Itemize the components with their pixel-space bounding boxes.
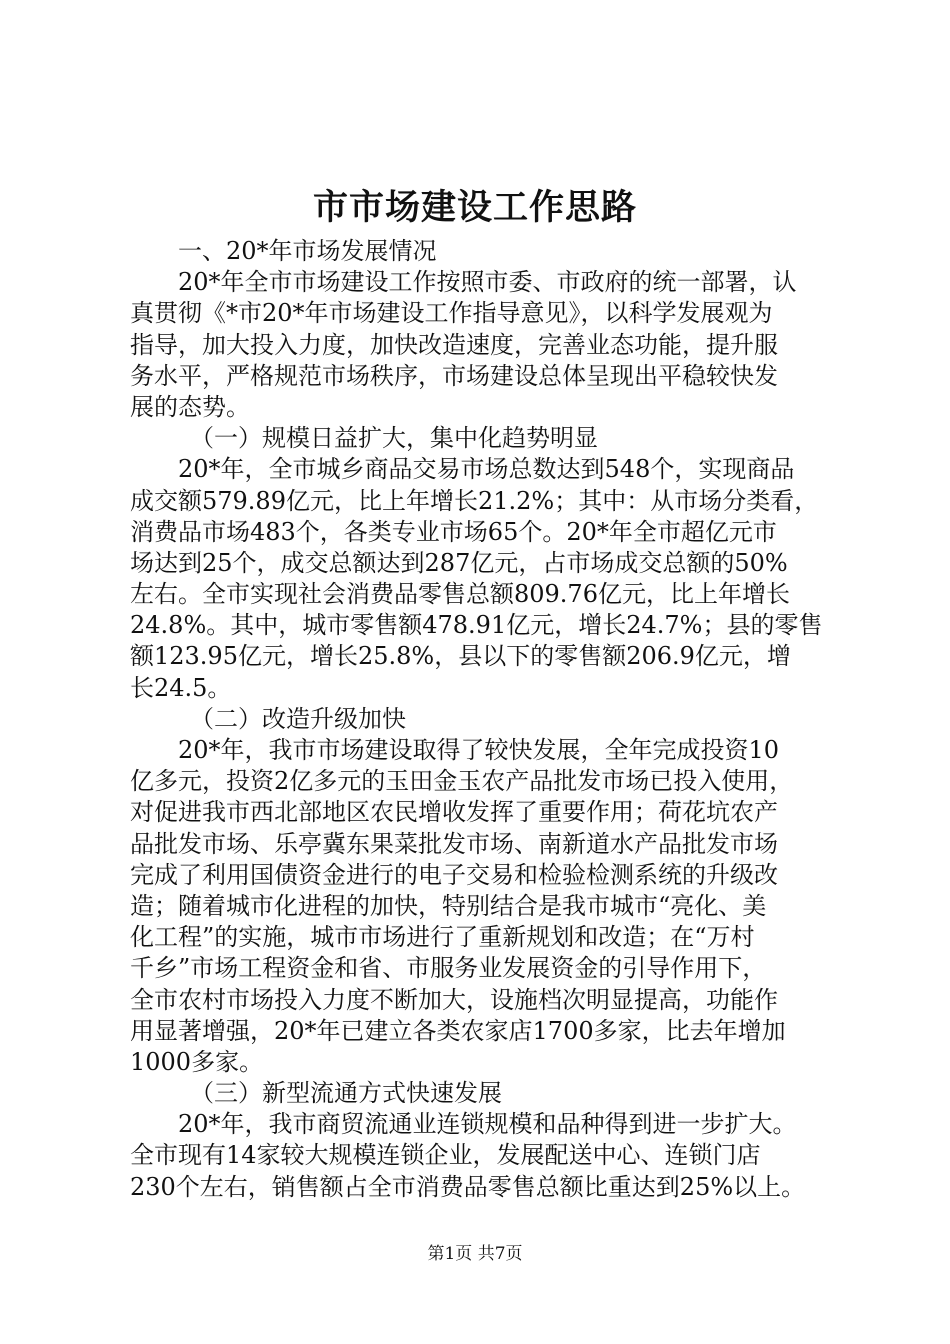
text-line: 长24.5。 xyxy=(130,673,232,702)
text-line: 场达到25个，成交总额达到287亿元，占市场成交总额的50% xyxy=(130,548,788,577)
text-line: 230个左右，销售额占全市消费品零售总额比重达到25%以上。 xyxy=(130,1172,806,1201)
page-footer: 第1页 共7页 xyxy=(427,1244,523,1264)
text-line: 务水平，严格规范市场秩序，市场建设总体呈现出平稳较快发 xyxy=(130,361,778,390)
text-line: 24.8%。其中，城市零售额478.91亿元，增长24.7%；县的零售 xyxy=(130,611,823,640)
text-line: 真贯彻《*市20*年市场建设工作指导意见》，以科学发展观为 xyxy=(130,299,773,328)
text-line: 20*年，全市城乡商品交易市场总数达到548个，实现商品 xyxy=(178,455,795,484)
text-line: 1000多家。 xyxy=(130,1047,264,1076)
text-line: （三）新型流通方式快速发展 xyxy=(190,1079,502,1108)
document-title: 市市场建设工作思路 xyxy=(312,187,637,228)
text-line: 指导，加大投入力度，加快改造速度，完善业态功能，提升服 xyxy=(130,330,778,359)
text-line: 品批发市场、乐亭冀东果菜批发市场、南新道水产品批发市场 xyxy=(130,829,778,858)
text-line: 20*年，我市市场建设取得了较快发展，全年完成投资10 xyxy=(178,736,780,764)
text-line: 左右。全市实现社会消费品零售总额809.76亿元，比上年增长 xyxy=(130,580,790,609)
text-line: 化工程”的实施，城市市场进行了重新规划和改造；在“万村 xyxy=(130,923,755,952)
text-line: 造；随着城市化进程的加快，特别结合是我市城市“亮化、美 xyxy=(130,891,767,920)
text-line: 对促进我市西北部地区农民增收发挥了重要作用；荷花坑农产 xyxy=(130,798,778,827)
text-line: 千乡”市场工程资金和省、市服务业发展资金的引导作用下， xyxy=(130,954,767,983)
text-line: 20*年，我市商贸流通业连锁规模和品种得到进一步扩大。 xyxy=(178,1110,797,1139)
text-line: （二）改造升级加快 xyxy=(190,704,406,733)
text-line: 20*年全市市场建设工作按照市委、市政府的统一部署，认 xyxy=(178,268,797,297)
document-body xyxy=(130,236,830,1203)
text-line: 一、20*年市场发展情况 xyxy=(178,237,437,265)
text-line: （一）规模日益扩大，集中化趋势明显 xyxy=(190,424,598,453)
text-line: 全市农村市场投入力度不断加大，设施档次明显提高，功能作 xyxy=(130,985,778,1014)
text-line: 成交额579.89亿元，比上年增长21.2%；其中：从市场分类看， xyxy=(130,486,819,515)
text-line: 消费品市场483个，各类专业市场65个。20*年全市超亿元市 xyxy=(130,517,777,546)
text-line: 全市现有14家较大规模连锁企业，发展配送中心、连锁门店 xyxy=(130,1141,761,1170)
text-line: 完成了利用国债资金进行的电子交易和检验检测系统的升级改 xyxy=(130,860,778,889)
text-line: 亿多元，投资2亿多元的玉田金玉农产品批发市场已投入使用， xyxy=(130,767,794,796)
text-line: 额123.95亿元，增长25.8%，县以下的零售额206.9亿元，增 xyxy=(130,642,791,671)
text-line: 用显著增强，20*年已建立各类农家店1700多家，比去年增加 xyxy=(130,1016,786,1045)
text-line: 展的态势。 xyxy=(130,392,250,421)
